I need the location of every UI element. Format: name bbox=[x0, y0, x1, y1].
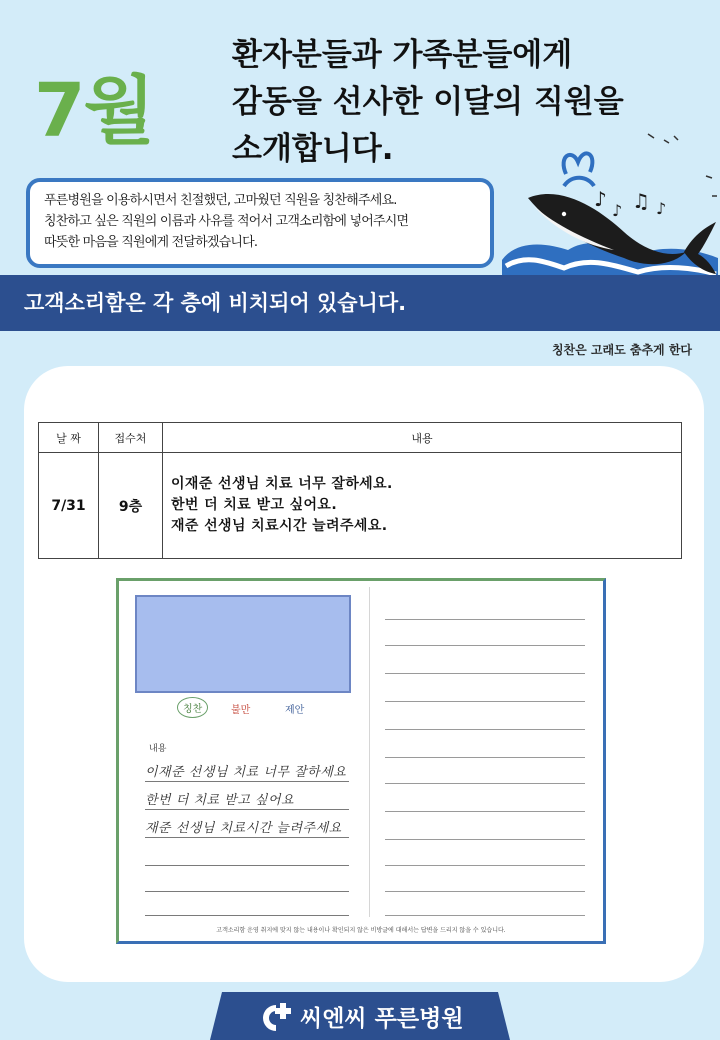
writing-line bbox=[385, 757, 585, 758]
writing-line bbox=[385, 729, 585, 730]
month-title: 7월 bbox=[34, 68, 153, 154]
option-complaint: 불만 bbox=[231, 705, 251, 716]
content-line: 재준 선생님 치료시간 늘려주세요. bbox=[171, 518, 388, 534]
writing-line bbox=[145, 781, 349, 782]
notice-line: 칭찬하고 싶은 직원의 이름과 사유를 적어서 고객소리함에 넣어주시면 bbox=[44, 214, 409, 229]
handwritten-line: 재준 선생님 치료시간 늘려주세요 bbox=[145, 821, 342, 836]
headline-line: 환자분들과 가족분들에게 bbox=[232, 37, 573, 73]
feedback-card-image bbox=[116, 578, 606, 944]
header-date: 날 짜 bbox=[39, 423, 99, 453]
banner-text: 고객소리함은 각 층에 비치되어 있습니다. bbox=[24, 291, 407, 315]
writing-line bbox=[385, 673, 585, 674]
notice-box bbox=[26, 178, 494, 268]
header-location: 접수처 bbox=[99, 423, 163, 453]
handwritten-line: 이재준 선생님 치료 너무 잘하세요 bbox=[145, 765, 347, 780]
option-praise: 칭찬 bbox=[177, 697, 208, 718]
hospital-logo-icon bbox=[256, 1000, 296, 1034]
writing-line bbox=[385, 891, 585, 892]
writing-line bbox=[145, 865, 349, 866]
praise-table bbox=[38, 422, 682, 559]
cell-location: 9층 bbox=[99, 453, 163, 559]
whale-caption: 칭찬은 고래도 춤추게 한다 bbox=[551, 343, 692, 357]
writing-line bbox=[385, 865, 585, 866]
content-line: 한번 더 치료 받고 싶어요. bbox=[171, 497, 338, 513]
card-fold bbox=[369, 587, 370, 917]
content-line: 이재준 선생님 치료 너무 잘하세요. bbox=[171, 476, 393, 492]
notice-line: 푸른병원을 이용하시면서 친절했던, 고마웠던 직원을 칭찬해주세요. bbox=[44, 193, 397, 208]
writing-line bbox=[385, 619, 585, 620]
writing-line bbox=[385, 811, 585, 812]
table-header-row bbox=[39, 423, 682, 453]
photo-placeholder bbox=[135, 595, 351, 693]
svg-text:♪: ♪ bbox=[656, 199, 667, 218]
form-footnote: 고객소리함 운영 취지에 맞지 않는 내용이나 확인되지 않은 비방글에 대해서는 답변을 드리지 않을 수 있습니다. bbox=[216, 927, 506, 934]
svg-text:♪: ♪ bbox=[594, 187, 607, 211]
option-suggestion: 제안 bbox=[285, 705, 305, 716]
header-content: 내용 bbox=[163, 423, 682, 453]
notice-line: 따뜻한 마음을 직원에게 전달하겠습니다. bbox=[44, 235, 258, 250]
writing-line bbox=[385, 645, 585, 646]
svg-text:♪: ♪ bbox=[612, 201, 623, 220]
footer-brand: 씨엔씨 푸른병원 bbox=[300, 1006, 464, 1032]
headline-line: 소개합니다. bbox=[232, 131, 394, 167]
form-content-label: 내용 bbox=[149, 744, 167, 754]
writing-line bbox=[385, 701, 585, 702]
writing-line bbox=[385, 915, 585, 916]
writing-line bbox=[145, 837, 349, 838]
headline-line: 감동을 선사한 이달의 직원을 bbox=[232, 84, 624, 120]
writing-line bbox=[145, 915, 349, 916]
handwritten-line: 한번 더 치료 받고 싶어요 bbox=[145, 793, 295, 808]
svg-text:♫: ♫ bbox=[632, 189, 650, 213]
writing-line bbox=[385, 783, 585, 784]
cell-content bbox=[163, 453, 682, 559]
writing-line bbox=[145, 809, 349, 810]
writing-line bbox=[145, 891, 349, 892]
cell-date: 7/31 bbox=[39, 453, 99, 559]
category-options bbox=[175, 697, 335, 721]
writing-line bbox=[385, 839, 585, 840]
table-row bbox=[39, 453, 682, 559]
